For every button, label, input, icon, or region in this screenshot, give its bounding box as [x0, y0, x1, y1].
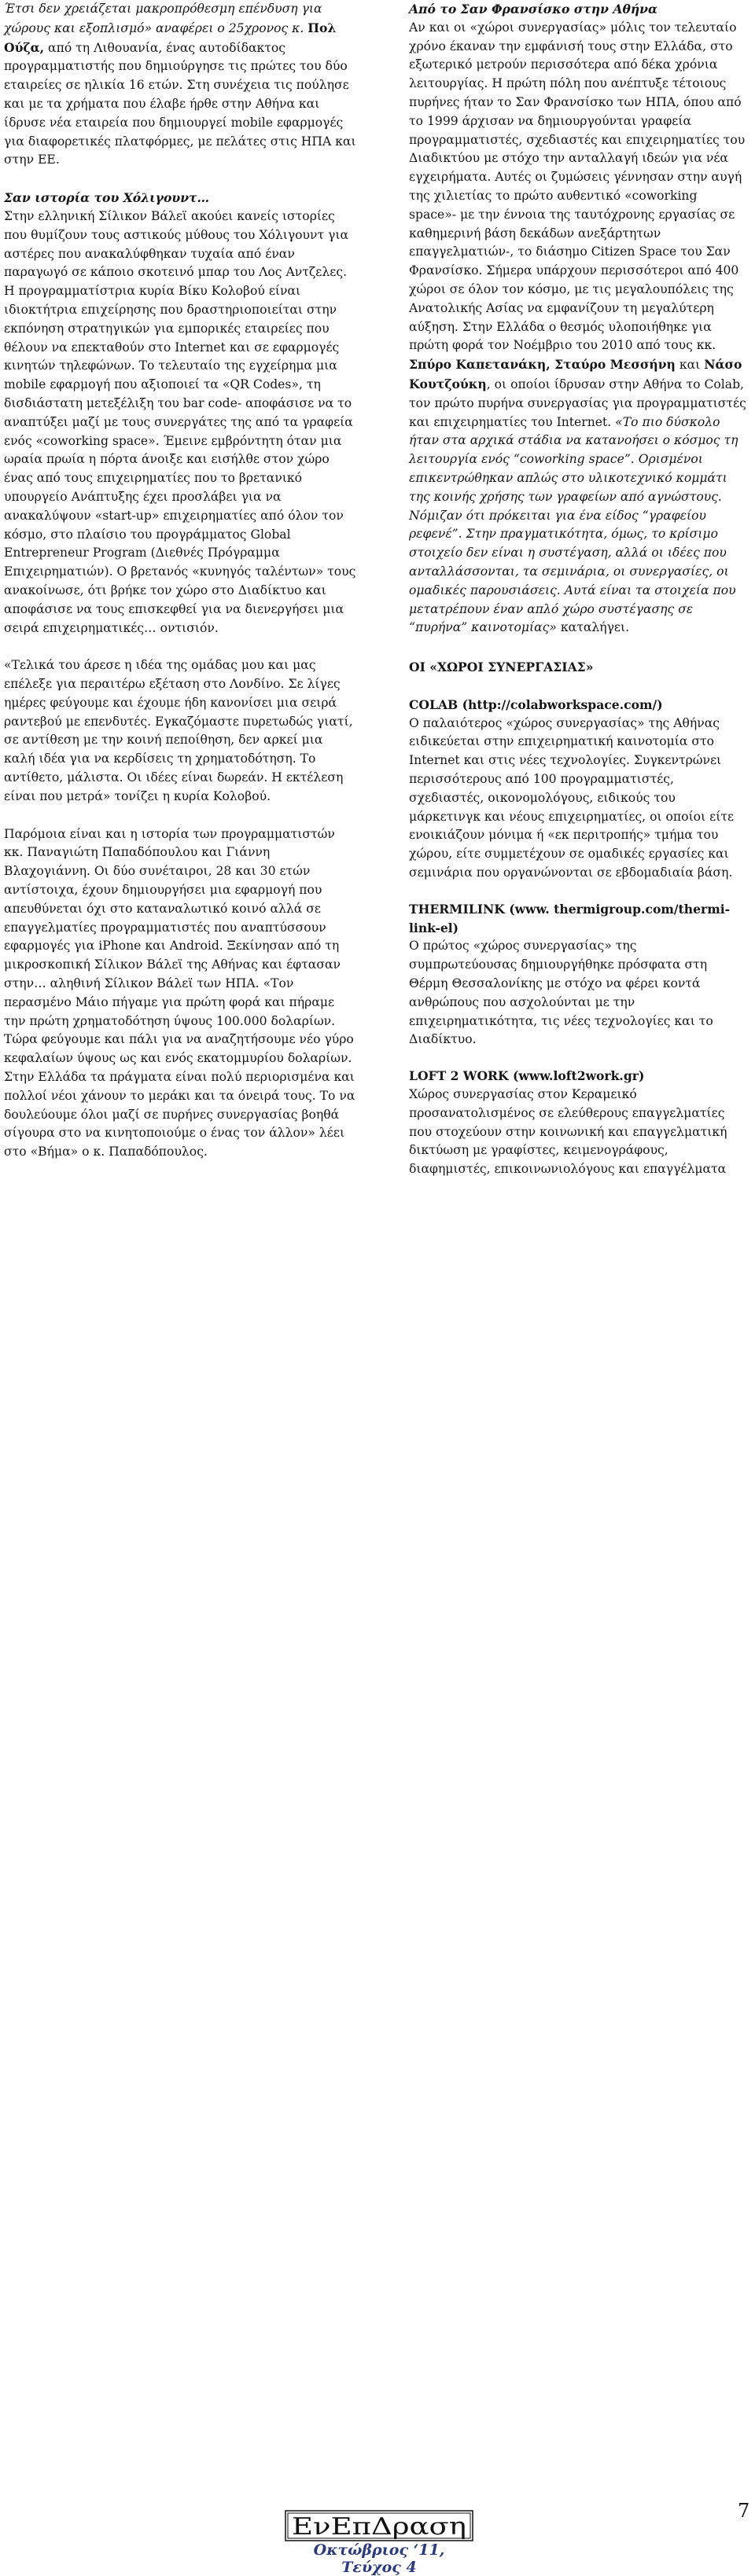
person-name: Πολ Ούζα,	[4, 20, 337, 55]
page-footer	[0, 1251, 755, 2576]
issue-info: Οκτώβριος ‘11, Τεύχος 4	[313, 2541, 445, 2576]
section-heading-san-francisco: Από το Σαν Φρανσίσκο στην Αθήνα	[409, 2, 658, 17]
person-name: Σπύρο Καπετανάκη	[409, 357, 547, 373]
paragraph: Αν και οι «χώροι συνεργασίας» μόλις τον τελευταίο χρόνο έκαναν την εμφάνισή τους στην Ελλάδα, στο εξωτερικό μετρούν περισσότερα από δέκα χρόνια λειτουργίας. Η πρώτη πόλη που ανέπτυξε τέτοιους πυρήνες ήταν το Σαν Φρανσίσκο των ΗΠΑ, όπου από το 1999 άρχισαν να δημιουργούνται γραφεία προγραμματιστές, σχεδιαστές και επιχειρηματίες του Διαδικτύου με στόχο την ανταλλαγή ιδεών για νέα εγχειρήματα. Αυτές οι ζυμώσεις γέννησαν στην αυγή της χιλιετίας το πρώτο αυθεντικό «coworking space»- με την έννοια της ταυτόχρονης εργασίας σε καθημερινή βάση δεκάδων ανεξάρτητων επαγγελματιών-, το διάσημο Citizen Space του Σαν Φρανσίσκο. Σήμερα υπάρχουν περισσότεροι από 400 χώροι σε όλον τον κόσμο, με τις μεγαλουπόλεις της Ανατολικής Ασίας να εμφανίζουν τη μεγαλύτερη αύξηση. Στην Ελλάδα ο θεσμός υλοποιήθηκε για πρώτη φορά τον Νοέμβριο του 2010 από τους κκ. Σπύρο Καπετανάκη, Σταύρο Μεσσήνη και Νάσο Κουτζούκη, οι οποίοι ίδρυσαν στην Αθήνα το Colab, τον πρώτο πυρήνα συνεργασίας για προγραμματιστές και επιχειρηματίες του Internet. «Το πιο δύσκολο ήταν στα αρχικά στάδια να κατανοήσει ο κόσμος τη λειτουργία ενός “coworking space”. Ορισμένοι επικεντρώθηκαν απλώς στο υλικοτεχνικό κομμάτι της κοινής χρήσης των γραφείων από αγνώστους. Νόμιζαν ότι πρόκειται για ένα είδος “γραφείου ρεφενέ”. Στην πραγματικότητα, όμως, το κρίσιμο στοιχείο δεν είναι η συστέγαση, αλλά οι ιδέες που ανταλλάσσονται, τα σεμινάρια, οι συνεργασίες, οι ομαδικές παρουσιάσεις. Αυτά είναι τα στοιχεία που μετατρέπουν έναν απλό χώρο συστέγασης σε “πυρήνα” καινοτομίας» καταλήγει.	[409, 20, 746, 635]
person-name: Νάσο Κουτζούκη	[409, 357, 742, 391]
section-heading-coworking: ΟΙ «ΧΩΡΟΙ ΣΥΝΕΡΓΑΣΙΑΣ»	[409, 660, 594, 675]
left-column	[4, 0, 356, 1162]
paragraph: Η προγραμματίστρια κυρία Βίκυ Κολοβού είναι ιδιοκτήτρια επιχείρησης που δραστηριοποιείται στην εκπόνηση στρατηγικών για εμπορικές εταιρείες που θέλουν να επεκταθούν στο Internet και σε εφαρμογές κινητών τηλεφώνων. Το τελευταίο της εγχείρημα μια mobile εφαρμογή που αξιοποιεί τα «QR Codes», τη δισδιάστατη μετεξέλιξη του bar code- αποφάσισε να το αναπτύξει μαζί με τους συνεργάτες της από τα γραφεία ενός «coworking space». Έμεινε εμβρόντητη όταν μια ωραία πρωία η πόρτα άνοιξε και εισήλθε στον χώρο ένας από τους επιχειρηματίες που το βρετανικό υπουργείο Ανάπτυξης έχει προσλάβει για να ανακαλύψουν «start-up» επιχειρηματίες από όλον τον κόσμο, στο πλαίσιο του προγράμματος Global Entrepreneur Program (Διεθνές Πρόγραμμα Επιχειρηματιών). Ο βρετανός «κυνηγός ταλέντων» τους ανακοίνωσε, ότι βρήκε τον χώρο στο Διαδίκτυο και αποφάσισε να τους επισκεφθεί για να διενεργήσει μια σειρά επιχειρηματικές… οντισιόν.	[4, 284, 356, 635]
paragraph: Στην ελληνική Σίλικον Βάλεϊ ακούει κανείς ιστορίες που θυμίζουν τους αστικούς μύθους του Χόλιγουντ για αστέρες που ανακαλύφθηκαν τυχαία από έναν παραγωγό σε κάποιο σκοτεινό μπαρ του Λος Αντζελες.	[4, 208, 349, 280]
listing-title-colab: COLAB (http://colabworkspace.com/)	[409, 696, 663, 712]
intro-paragraph: Έτσι δεν χρειάζεται μακροπρόθεσμη επένδυση για χώρους και εξοπλισμό» αναφέρει ο 25χρονος κ. Πολ Ούζα, από τη Λιθουανία, ένας αυτοδίδακτος προγραμματιστής που δημιούργησε τις πρώτες του δύο εταιρείες σε ηλικία 16 ετών. Στη συνέχεια τις πούλησε και με τα χρήματα που έλαβε ήρθε στην Αθήνα και ίδρυσε νέα εταιρεία που δημιουργεί mobile εφαρμογές για διαφορετικές πλατφόρμες, με πελάτες στις ΗΠΑ και στην ΕΕ.	[4, 2, 356, 167]
right-column	[409, 0, 747, 1179]
page-number: 7	[738, 2500, 750, 2522]
magazine-logo	[285, 2510, 473, 2541]
listing-title-thermilink: THERMILINK (www. thermigroup.com/thermi-link-el)	[409, 901, 731, 935]
svg-text:ΕνΕπΔραση: ΕνΕπΔραση	[292, 2513, 466, 2541]
paragraph: Παρόμοια είναι και η ιστορία των προγραμματιστών κκ. Παναγιώτη Παπαδόπουλου και Γιάννη Βλαχογιάννη. Οι δύο συνέταιροι, 28 και 30 ετών αντίστοιχα, έχουν δημιουργήσει μια εφαρμογή που απευθύνεται όχι στο καταναλωτικό κοινό αλλά σε επαγγελματίες προγραμματιστές που αναπτύσσουν εφαρμογές για iPhone και Android. Ξεκίνησαν από τη μικροσκοπική Σίλικον Βάλεϊ της Αθήνας και έφτασαν στην… αληθινή Σίλικον Βάλεϊ των ΗΠΑ. «Τον περασμένο Μάιο πήγαμε για πρώτη φορά και πήραμε την πρώτη χρηματοδότηση ύψους 100.000 δολαρίων. Τώρα φεύγουμε και πάλι για να αναζητήσουμε νέο γύρο κεφαλαίων ύψους ως και ενός εκατομμυρίου δολαρίων. Στην Ελλάδα τα πράγματα είναι πολύ περιορισμένα και πολλοί νέοι χάνουν το μεράκι και τα όνειρά τους. Το να δουλεύουμε όλοι μαζί σε πυρήνες συνεργασίας βοηθά σίγουρα στο να κινητοποιούμε ο ένας τον άλλον» λέει στο «Βήμα» ο κ. Παπαδόπουλος.	[4, 826, 355, 1159]
paragraph: «Τελικά του άρεσε η ιδέα της ομάδας μου και μας επέλεξε για περαιτέρω εξέταση στο Λονδίνο. Σε λίγες ημέρες φεύγουμε και έχουμε ήδη κανονίσει μια σειρά ραντεβού με επενδυτές. Εγκαζόμαστε πυρετωδώς γιατί, σε αντίθεση με την κοινή πεποίθηση, δεν αρκεί μια καλή ιδέα για να κερδίσεις τη χρηματοδότηση. Το αντίθετο, μάλιστα. Οι ιδέες είναι δωρεάν. Η εκτέλεση είναι που μετρά» τονίζει η κυρία Κολοβού.	[4, 658, 353, 803]
quote: «Το πιο δύσκολο ήταν στα αρχικά στάδια να κατανοήσει ο κόσμος τη λειτουργία ενός “coworking space”. Ορισμένοι επικεντρώθηκαν απλώς στο υλικοτεχνικό κομμάτι της κοινής χρήσης των γραφείων από αγνώστους. Νόμιζαν ότι πρόκειται για ένα είδος “γραφείου ρεφενέ”. Στην πραγματικότητα, όμως, το κρίσιμο στοιχείο δεν είναι η συστέγαση, αλλά οι ιδέες που ανταλλάσσονται, τα σεμινάρια, οι συνεργασίες, οι ομαδικές παρουσιάσεις. Αυτά είναι τα στοιχεία που μετατρέπουν έναν απλό χώρο συστέγασης σε “πυρήνα” καινοτομίας»	[409, 414, 738, 635]
listing-body-colab: Ο παλαιότερος «χώρος συνεργασίας» της Αθήνας ειδικεύεται στην επιχειρηματική καινοτομία στο Internet και στις νέες τεχνολογίες. Συγκεντρώνει περισσότερους από 100 προγραμματιστές, σχεδιαστές, οικονομολόγους, ειδικούς του μάρκετινγκ και νέους επιχειρηματίες, οι οποίοι είτε ενοικιάζουν μόνιμα ή «εκ περιτροπής» τμήμα του χώρου, είτε συμμετέχουν σε ομαδικές εργασίες και σεμινάρια που οργανώνονται σε εβδομαδιαία βάση.	[409, 715, 735, 880]
person-name: Σταύρο Μεσσήνη	[554, 357, 676, 373]
listing-body-thermilink: Ο πρώτος «χώρος συνεργασίας» της συμπρωτεύουσας δημιουργήθηκε πρόσφατα στη Θέρμη Θεσσαλονίκης με στόχο να φέρει κοντά ανθρώπους που ασχολούνται με την επιχειρηματικότητα, τις νέες τεχνολογίες και το Διαδίκτυο.	[409, 939, 713, 1047]
listing-title-loft2work: LOFT 2 WORK (www.loft2work.gr)	[409, 1068, 645, 1084]
section-heading-hollywood: Σαν ιστορία του Χόλιγουντ…	[4, 190, 210, 206]
listing-body-loft2work: Χώρος συνεργασίας στον Κεραμεικό προσανατολισμένος σε ελεύθερους επαγγελματίες που στοχεύουν στην κοινωνική και επαγγελματική δικτύωση με γραφίστες, κειμενογράφους, διαφημιστές, επικοινωνιολόγους και επαγγέλματα	[409, 1087, 727, 1177]
